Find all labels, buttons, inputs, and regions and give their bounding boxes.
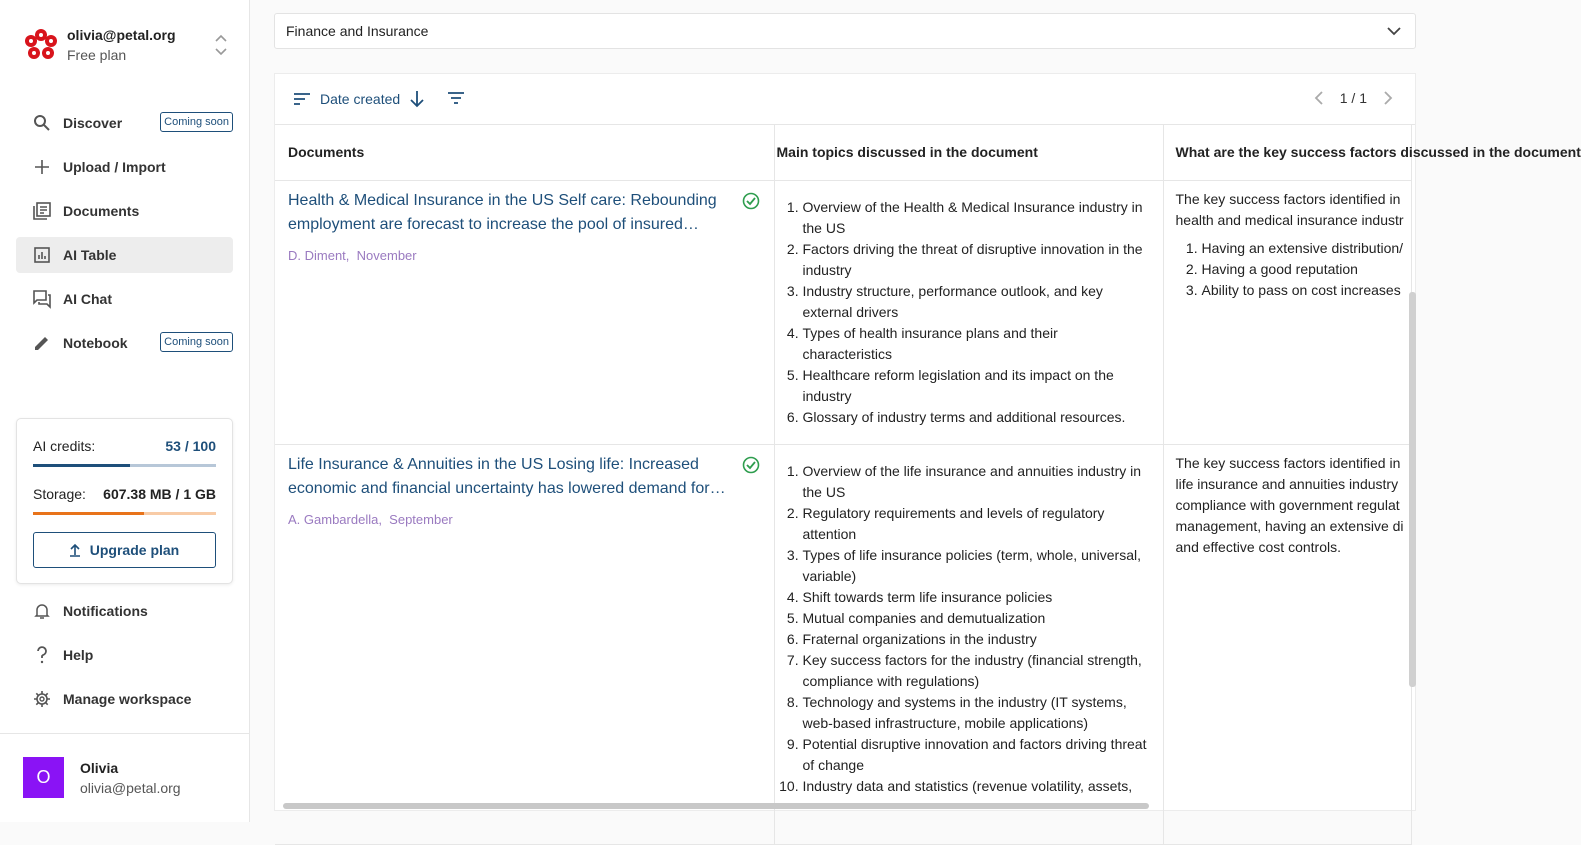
- storage-bar-fill: [33, 512, 144, 515]
- key-success-cell: [1163, 444, 1411, 844]
- gear-icon: [32, 689, 52, 709]
- sort-control[interactable]: [293, 90, 424, 108]
- upload-arrow-icon: [70, 543, 80, 557]
- topics-list: [777, 461, 1149, 797]
- chevron-right-icon[interactable]: [1383, 91, 1393, 105]
- nav-item-ai-chat[interactable]: [16, 281, 233, 317]
- list-item: 4. Shift towards term life insurance policies: [803, 587, 1149, 608]
- nav-item-ai-table[interactable]: [16, 237, 233, 273]
- nav-label: AI Chat: [63, 291, 112, 307]
- petal-logo-icon: [24, 28, 58, 62]
- list-item: 3. Industry structure, performance outlook, and key external drivers: [803, 281, 1149, 323]
- ai-table: [275, 125, 1581, 845]
- list-item: 3. Types of life insurance policies (term, whole, universal, variable): [803, 545, 1149, 587]
- list-item: 5. Healthcare reform legislation and its impact on the industry: [803, 365, 1149, 407]
- list-item: 5. Mutual companies and demutualization: [803, 608, 1149, 629]
- list-item: 1. Overview of the life insurance and annuities industry in the US: [803, 461, 1149, 503]
- nav-label: Documents: [63, 203, 140, 219]
- chat-icon: [32, 289, 52, 309]
- list-item: 10. Industry data and statistics (revenue volatility, assets,: [803, 776, 1149, 797]
- storage-label: Storage:: [33, 486, 86, 502]
- document-meta: D. Diment, November: [288, 247, 417, 263]
- key-success-list: [1176, 238, 1411, 301]
- storage-row: [33, 486, 216, 502]
- user-profile[interactable]: [23, 757, 181, 798]
- chevron-left-icon[interactable]: [1314, 91, 1324, 105]
- arrow-down-icon[interactable]: [410, 90, 424, 108]
- table-row: [275, 444, 1411, 844]
- list-item: 4. Types of health insurance plans and their characteristics: [803, 323, 1149, 365]
- list-item: 1. Having an extensive distribution/: [1202, 238, 1411, 259]
- check-circle-icon: [742, 456, 760, 474]
- unfold-icon[interactable]: [214, 32, 228, 58]
- horizontal-scrollbar[interactable]: [283, 803, 1149, 809]
- nav-item-help[interactable]: [16, 637, 233, 673]
- usage-card: [16, 418, 233, 584]
- upgrade-plan-button[interactable]: [33, 532, 216, 568]
- workspace-switcher[interactable]: [24, 26, 234, 66]
- bell-icon: [32, 601, 52, 621]
- list-item: 2. Having a good reputation: [1202, 259, 1411, 280]
- check-circle-icon: [742, 192, 760, 210]
- coming-soon-badge: Coming soon: [160, 112, 233, 132]
- column-header-main-topics[interactable]: Main topics discussed in the document: [774, 125, 1163, 180]
- workspace-plan: Free plan: [67, 47, 127, 63]
- nav-label: Manage workspace: [63, 691, 192, 707]
- storage-value: 607.38 MB / 1 GB: [103, 486, 216, 502]
- table-chart-icon: [32, 245, 52, 265]
- workspace-email: olivia@petal.org: [67, 27, 176, 43]
- list-item: 2. Regulatory requirements and levels of regulatory attention: [803, 503, 1149, 545]
- pagination: [1314, 90, 1393, 106]
- ai-credits-value: 53 / 100: [165, 438, 216, 454]
- industry-select-value: Finance and Insurance: [286, 23, 429, 39]
- key-success-text: The key success factors identified in life insurance and annuities industry compliance with government regulat management, having an extensive di and effective cost controls.: [1175, 454, 1404, 555]
- list-item: 7. Key success factors for the industry (financial strength, compliance with regulations): [803, 650, 1149, 692]
- sidebar-divider: [0, 733, 249, 734]
- sort-label: Date created: [320, 91, 401, 107]
- nav-label: Notifications: [63, 603, 148, 619]
- ai-credits-bar: [33, 464, 216, 467]
- vertical-scrollbar[interactable]: [1409, 292, 1416, 687]
- nav-label: Upload / Import: [63, 159, 166, 175]
- documents-icon: [32, 201, 52, 221]
- ai-credits-row: [33, 438, 216, 454]
- pencil-icon: [32, 333, 52, 353]
- key-success-text: The key success factors identified in health and medical insurance industr: [1175, 190, 1404, 228]
- sidebar: [0, 0, 250, 822]
- storage-bar: [33, 512, 216, 515]
- table-row: [275, 180, 1411, 444]
- column-header-key-success[interactable]: What are the key success factors discussed in the document: [1163, 125, 1411, 180]
- avatar: O: [23, 757, 64, 798]
- document-title-link[interactable]: Health & Medical Insurance in the US Self care: Rebounding employment are forecast to increase the pool of insured…: [288, 191, 717, 233]
- nav-label: Discover: [63, 115, 123, 131]
- document-meta: A. Gambardella, September: [288, 511, 453, 527]
- nav-item-notifications[interactable]: [16, 593, 233, 629]
- industry-select[interactable]: [274, 13, 1416, 49]
- topics-cell: [774, 444, 1163, 844]
- list-item: 8. Technology and systems in the industry (IT systems, web-based infrastructure, mobile applications): [803, 692, 1149, 734]
- plus-icon: [32, 157, 52, 177]
- nav-item-documents[interactable]: [16, 193, 233, 229]
- list-item: 6. Glossary of industry terms and additional resources.: [803, 407, 1149, 428]
- help-icon: [32, 645, 52, 665]
- nav-label: Help: [63, 647, 94, 663]
- ai-credits-bar-fill: [33, 464, 130, 467]
- document-title-link[interactable]: Life Insurance & Annuities in the US Losing life: Increased economic and financial uncertainty has lowered demand for…: [288, 455, 726, 497]
- nav-item-discover[interactable]: [16, 105, 233, 141]
- topics-list: [777, 197, 1149, 428]
- list-item: 6. Fraternal organizations in the industry: [803, 629, 1149, 650]
- key-success-cell: [1163, 180, 1411, 444]
- search-icon: [32, 113, 52, 133]
- list-item: 3. Ability to pass on cost increases: [1202, 280, 1411, 301]
- nav-item-notebook[interactable]: [16, 325, 233, 361]
- table-header-row: [275, 125, 1411, 180]
- chevron-down-icon: [1387, 24, 1401, 38]
- list-item: 2. Factors driving the threat of disruptive innovation in the industry: [803, 239, 1149, 281]
- coming-soon-badge: Coming soon: [160, 332, 233, 352]
- column-header-documents[interactable]: Documents: [275, 125, 774, 180]
- user-email: olivia@petal.org: [80, 779, 181, 796]
- upgrade-plan-label: Upgrade plan: [89, 542, 180, 558]
- list-item: 9. Potential disruptive innovation and factors driving threat of change: [803, 734, 1149, 776]
- nav-label: AI Table: [63, 247, 117, 263]
- table-toolbar: [275, 74, 1415, 125]
- document-cell: [275, 444, 774, 844]
- nav-item-manage-workspace[interactable]: [16, 681, 233, 717]
- topics-cell: [774, 180, 1163, 444]
- nav-label: Notebook: [63, 335, 128, 351]
- ai-credits-label: AI credits:: [33, 438, 96, 454]
- document-cell: [275, 180, 774, 444]
- list-item: 1. Overview of the Health & Medical Insurance industry in the US: [803, 197, 1149, 239]
- user-name: Olivia: [80, 759, 119, 776]
- ai-table-panel: [274, 73, 1581, 811]
- sort-icon: [293, 92, 311, 106]
- nav-item-upload[interactable]: [16, 149, 233, 185]
- filter-icon[interactable]: [447, 91, 465, 105]
- page-indicator: 1 / 1: [1339, 90, 1367, 106]
